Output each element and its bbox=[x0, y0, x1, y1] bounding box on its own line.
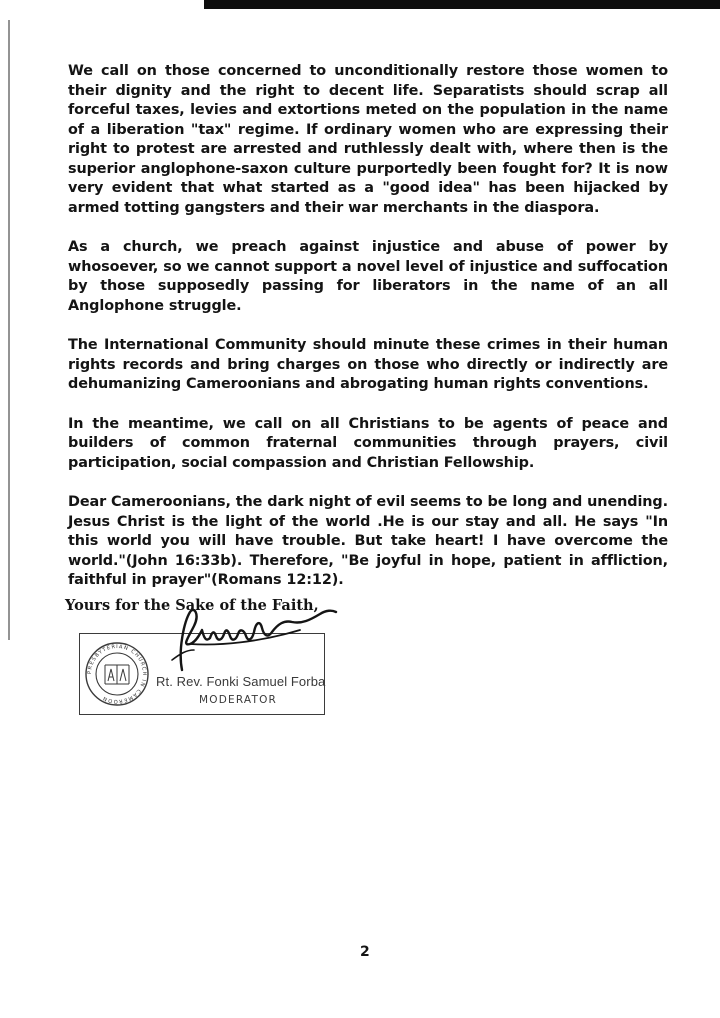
page-number: 2 bbox=[360, 944, 370, 960]
church-seal-icon bbox=[83, 640, 151, 708]
paragraph-restore-women: We call on those concerned to unconditionally restore those women to their dignity and the right to decent life. Separatists should scrap all forceful taxes, levies and extortions meted on the population in the name of a liberation "tax" regime. If ordinary women who are expressing their right to protest are arrested and ruthlessly dealt with, where then is the superior anglophone-saxon culture purportedly been fought for? It is now very evident that what started as a "good idea" has been hijacked by armed totting gangsters and their war merchants in the diaspora. bbox=[68, 63, 668, 216]
letter-body bbox=[68, 62, 668, 611]
paragraph-call-to-christians: In the meantime, we call on all Christians to be agents of peace and builders of common fraternal communities through prayers, civil participation, social compassion and Christian Fellowship. bbox=[68, 415, 668, 471]
paragraph-dear-cameroonians: Dear Cameroonians, the dark night of evil seems to be long and unending. Jesus Christ is the light of the world .He is our stay and all. He says "In this world you will have trouble. But take heart! I have overcome the world."(John 16:33b). Therefore, "Be joyful in hope, patient in affliction, faithful in prayer"(Romans 12:12). bbox=[68, 494, 668, 588]
paragraph-international-community: The International Community should minute these crimes in their human rights records and bring charges on those who directly or indirectly are dehumanizing Cameroonians and abrogating human rights conventions. bbox=[68, 337, 668, 392]
signatory-title: MODERATOR bbox=[199, 694, 278, 706]
scan-left-edge-line bbox=[8, 20, 10, 640]
seal-text: PRESBYTERIAN CHURCH IN CAMEROON bbox=[86, 643, 148, 705]
signatory-name: Rt. Rev. Fonki Samuel Forba bbox=[156, 674, 326, 689]
handwritten-signature bbox=[160, 600, 340, 678]
scan-top-edge-bar bbox=[204, 0, 720, 9]
closing-salutation: Yours for the Sake of the Faith, bbox=[65, 597, 319, 614]
paragraph-church-against-injustice: As a church, we preach against injustice and abuse of power by whosoever, so we cannot support a novel level of injustice and suffocation by those supposedly passing for liberators in the name of an all Anglophone struggle. bbox=[68, 239, 668, 314]
